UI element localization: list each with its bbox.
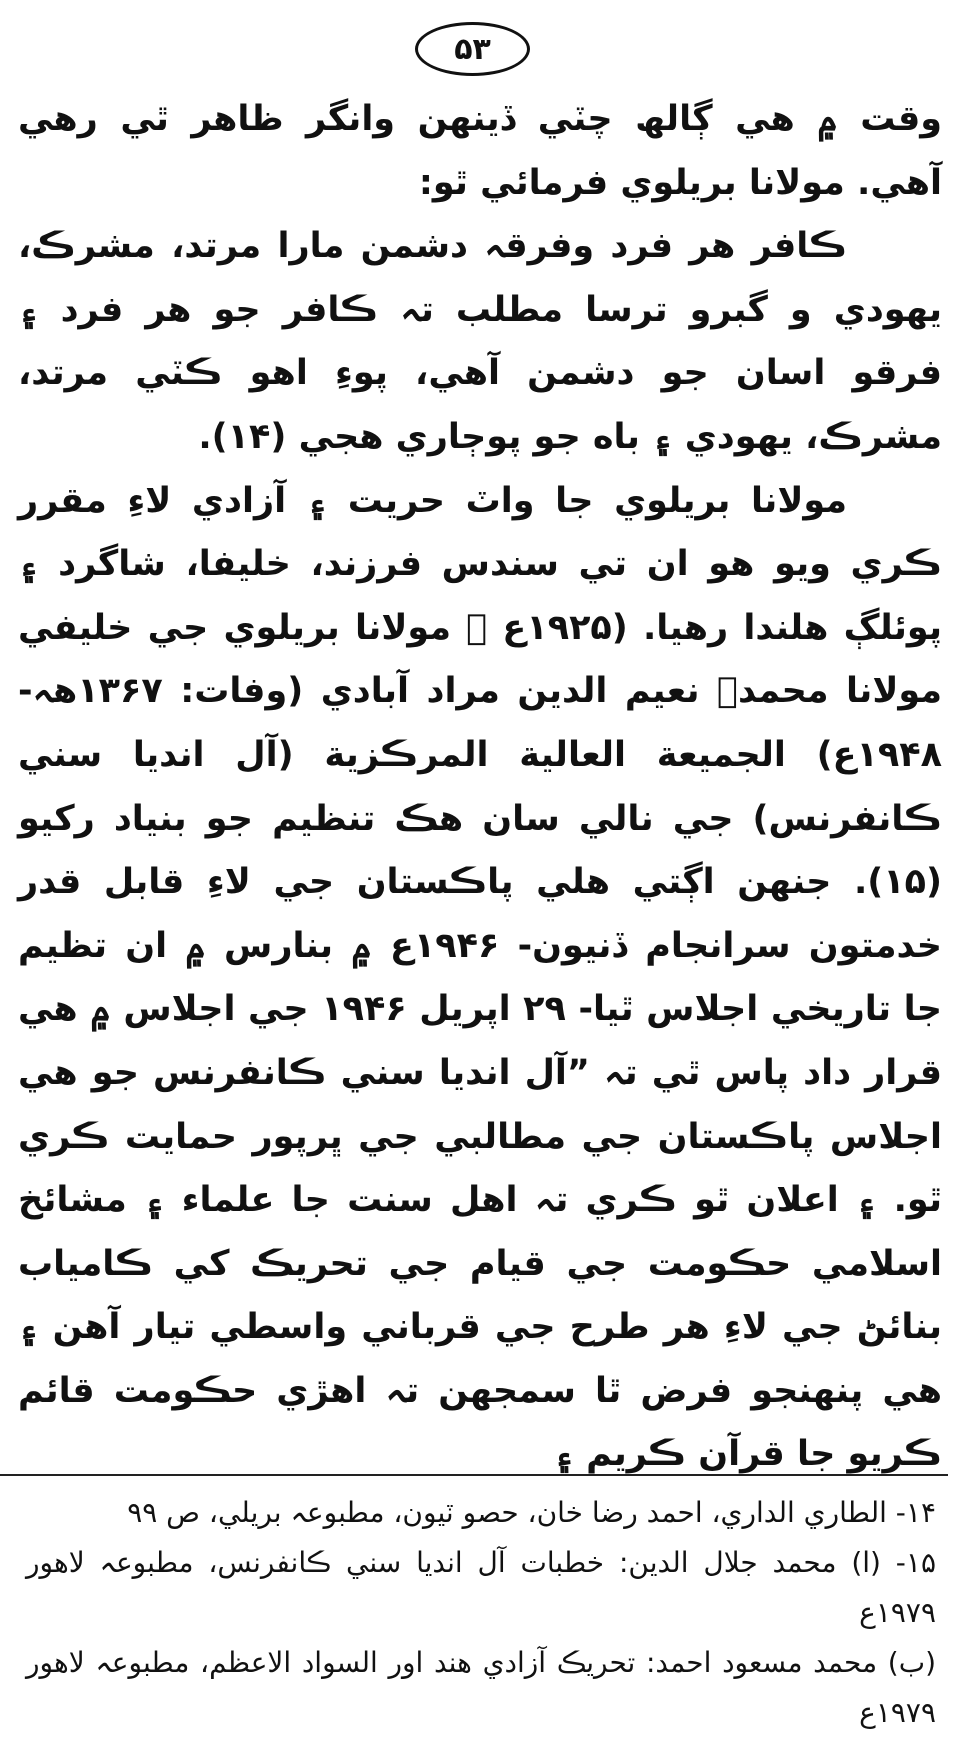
footnotes <box>26 1488 936 1738</box>
paragraph-quote: ڪافر هر فرد وفرقہ دشمن مارا مرتد، مشرڪ، يهودي و گبرو ترسا مطلب تہ ڪافر جو هر فرد ۽ فرقو اسان جو دشمن آهي، پوءِ اهو ڪٽي مرتد، مشرڪ، يهودي ۽ باه جو پوڄاري هجي (١۴). <box>18 226 942 457</box>
footnote: ١۵- (ا) محمد جلال الدين: خطبات آل انديا سني ڪانفرنس، مطبوعہ لاهور ١٩٧٩ع <box>26 1546 936 1629</box>
page-number: ۵۳ <box>415 22 530 76</box>
footnote-divider <box>0 1474 948 1476</box>
paragraph: وقت ۾ هي ڳالھ چٽي ڏينهن وانگر ظاهر ٿي رهي آهي. مولانا بريلوي فرمائي ٿو: <box>18 99 942 203</box>
body-text <box>18 88 942 1487</box>
footnote: ١۴- الطاري الداري، احمد رضا خان، حصو ٽيون، مطبوعہ بريلي، ص ٩٩ <box>127 1496 936 1529</box>
footnote: (ب) محمد مسعود احمد: تحريڪ آزادي هند اور السواد الاعظم، مطبوعہ لاهور ١٩٧٩ع <box>26 1646 936 1729</box>
paragraph: مولانا بريلوي جا واٽ حريت ۽ آزادي لاءِ مقرر ڪري ويو هو ان تي سندس فرزند، خليفا، شاگرد ۽ پوئلڳ هلندا رهيا. (١٩٢۵ع ۾ مولانا بريلوي جي خليفي مولانا محمدؐ نعيم الدين مراد آبادي (وفات: ١٣۶٧هہ- ١٩۴٨ع) الجميعة العالية المرڪزية (آل انديا سني ڪانفرنس) جي نالي سان هڪ تنظيم جو بنياد رکيو (١۵). جنهن اڳتي هلي پاڪستان جي لاءِ قابل قدر خدمتون سرانجام ڏنيون- ١٩۴۶ع ۾ بنارس ۾ ان تظيم جا تاريخي اجلاس ٿيا- ٢٩ اپريل ١٩۴۶ جي اجلاس ۾ هي قرار داد پاس ٿي تہ ”آل انديا سني ڪانفرنس جو هي اجلاس پاڪستان جي مطالبي جي ڀرپور حمايت ڪري ٿو. ۽ اعلان ٿو ڪري تہ اهل سنت جا علماء ۽ مشائخ اسلامي حڪومت جي قيام جي تحريڪ کي ڪامياب بنائڻ جي لاءِ هر طرح جي قرباني واسطي تيار آهن ۽ هي پنهنجو فرض ٿا سمجهن تہ اهڙي حڪومت قائم ڪريو جا قرآن ڪريم ۽ <box>18 480 943 1475</box>
